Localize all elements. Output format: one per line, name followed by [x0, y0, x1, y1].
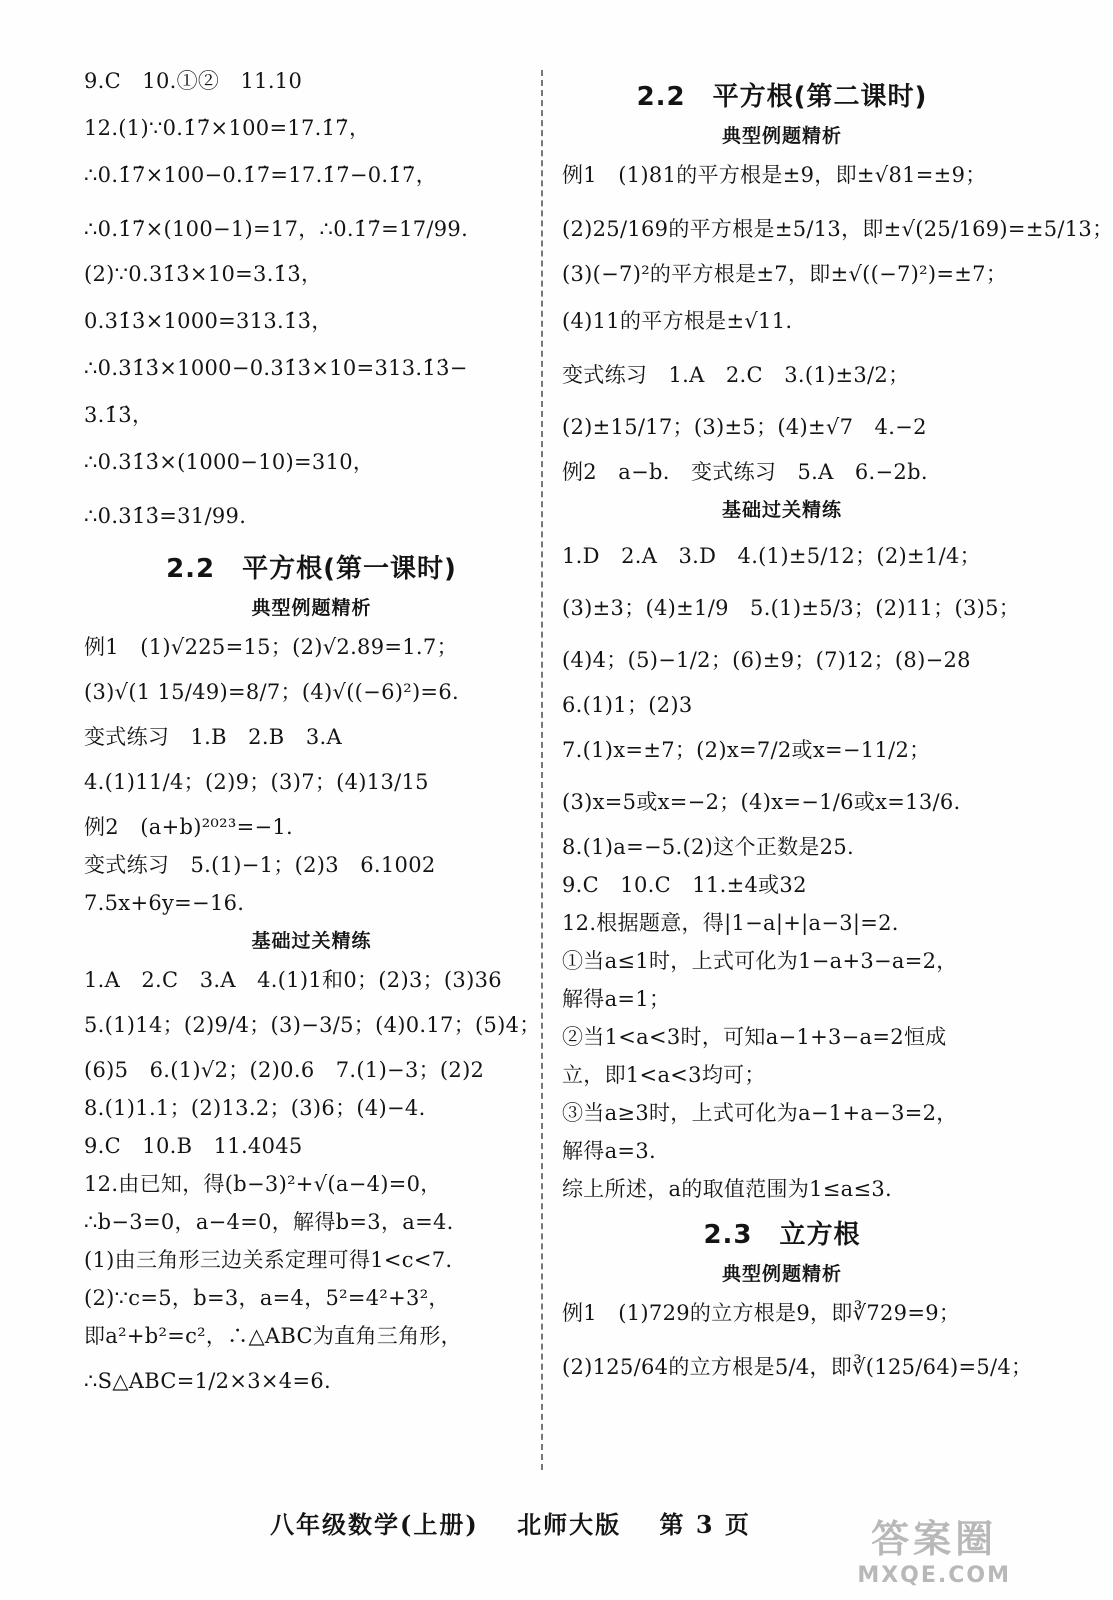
answer-line: 12.(1)∵0.1̇7̇×100=17.1̇7̇，	[84, 116, 371, 140]
answer-line: (3)(−7)²的平方根是±7，即±√((−7)²)=±7；	[562, 262, 1008, 286]
subsection-title: 典型例题精析	[721, 125, 842, 147]
footer-edition: 北师大版	[517, 1510, 622, 1539]
answer-line: ∴0.31̇3̇×1000−0.31̇3̇×10=313.1̇3̇−	[84, 356, 468, 380]
answer-line: 4.(1)11/4；(2)9；(3)7；(4)13/15	[84, 770, 429, 794]
basic-practice-answers	[562, 534, 1021, 1204]
answer-line: 6.(1)1；(2)3	[562, 693, 693, 717]
answer-line: ②当1<a<3时，可知a−1+3−a=2恒成	[562, 1025, 947, 1049]
answer-line: (3)x=5或x=−2；(4)x=−1/6或x=13/6.	[562, 790, 961, 814]
watermark-url: MXQE.COM	[857, 1563, 1011, 1588]
answer-line: (2)∵c=5，b=3，a=4，5²=4²+3²，	[84, 1286, 450, 1310]
watermark-logo	[857, 1508, 1011, 1588]
answer-line: 7.(1)x=±7；(2)x=7/2或x=−11/2；	[562, 738, 931, 762]
answer-line: 例2 a−b. 变式练习 5.A 6.−2b.	[562, 460, 928, 484]
cube-root-answers	[562, 1298, 1033, 1389]
section-title: 2.2 平方根(第二课时)	[636, 82, 928, 112]
subsection-title: 典型例题精析	[721, 1263, 842, 1285]
answer-line: 综上所述，a的取值范围为1≤a≤3.	[562, 1177, 893, 1201]
watermark-logo-text: 答案圈	[871, 1517, 998, 1561]
answer-line: (1)由三角形三边关系定理可得1<c<7.	[84, 1248, 453, 1272]
answer-line: 立，即1<a<3均可；	[562, 1063, 766, 1087]
answer-line: 例1 (1)√225=15；(2)√2.89=1.7；	[84, 635, 458, 659]
answer-line: 8.(1)1.1；(2)13.2；(3)6；(4)−4.	[84, 1096, 426, 1120]
example-answers	[84, 632, 539, 918]
section-title: 2.3 立方根	[703, 1220, 861, 1250]
answer-line: 9.C 10.①② 11.10	[84, 69, 303, 93]
footer-subject: 八年级数学(上册)	[270, 1510, 479, 1539]
left-column	[84, 66, 539, 1411]
right-column	[562, 66, 1113, 1397]
answer-line: 12.根据题意，得|1−a|+|a−3|=2.	[562, 911, 899, 935]
answer-line: 12.由已知，得(b−3)²+√(a−4)=0，	[84, 1172, 442, 1196]
answer-line: 例1 (1)81的平方根是±9，即±√81=±9；	[562, 163, 987, 187]
answer-line: (2)25/169的平方根是±5/13，即±√(25/169)=±5/13；	[562, 217, 1113, 241]
section-title: 2.2 平方根(第一课时)	[166, 554, 457, 584]
answer-line: 例2 (a+b)²⁰²³=−1.	[84, 815, 294, 839]
example-answers	[562, 160, 1113, 487]
answer-line: ∴0.1̇7̇×(100−1)=17，∴0.1̇7̇=17/99.	[84, 217, 469, 241]
answer-line: 9.C 10.B 11.4045	[84, 1134, 303, 1158]
answer-line: ∴0.31̇3̇×(1000−10)=310，	[84, 450, 375, 474]
answer-line: ∴b−3=0，a−4=0，解得b=3，a=4.	[84, 1210, 454, 1234]
answer-line: 变式练习 1.B 2.B 3.A	[84, 725, 342, 749]
subsection-title: 基础过关精练	[251, 930, 372, 952]
answer-line: ∴S△ABC=1/2×3×4=6.	[84, 1369, 331, 1393]
answer-line: 0.31̇3̇×1000=313.1̇3̇，	[84, 309, 333, 333]
answer-line: 即a²+b²=c²，∴△ABC为直角三角形，	[84, 1324, 462, 1348]
answer-line: 3.1̇3̇，	[84, 403, 154, 427]
answer-line: 解得a=3.	[562, 1139, 656, 1163]
basic-practice-answers	[84, 965, 539, 1403]
answer-line: ∴0.31̇3̇=31/99.	[84, 504, 247, 528]
answer-line: (2)±15/17；(3)±5；(4)±√7 4.−2	[562, 415, 927, 439]
answer-line: 1.D 2.A 3.D 4.(1)±5/12；(2)±1/4；	[562, 544, 981, 568]
answer-line: 变式练习 5.(1)−1；(2)3 6.1002	[84, 853, 436, 877]
footer-page-number: 第 3 页	[659, 1510, 751, 1539]
subsection-title: 典型例题精析	[251, 597, 372, 619]
answer-line: 9.C 10.C 11.±4或32	[562, 873, 807, 897]
answer-line: (4)4；(5)−1/2；(6)±9；(7)12；(8)−28	[562, 648, 971, 672]
answer-line: 例1 (1)729的立方根是9，即∛729=9；	[562, 1301, 961, 1325]
answer-line: 解得a=1；	[562, 987, 671, 1011]
subsection-title: 基础过关精练	[721, 499, 842, 521]
answer-line: ①当a≤1时，上式可化为1−a+3−a=2，	[562, 949, 958, 973]
answer-line: 7.5x+6y=−16.	[84, 891, 245, 915]
answer-line: ∴0.1̇7̇×100−0.1̇7̇=17.1̇7̇−0.1̇7̇，	[84, 163, 438, 187]
answer-line: ③当a≥3时，上式可化为a−1+a−3=2，	[562, 1101, 958, 1125]
answer-line: (6)5 6.(1)√2；(2)0.6 7.(1)−3；(2)2	[84, 1058, 485, 1082]
answer-line: (2)∵0.31̇3̇×10=3.1̇3̇，	[84, 262, 323, 286]
column-divider	[541, 70, 543, 1470]
answer-line: (4)11的平方根是±√11.	[562, 309, 793, 333]
repeating-decimal-solution	[84, 66, 539, 538]
answer-line: (3)±3；(4)±1/9 5.(1)±5/3；(2)11；(3)5；	[562, 596, 1021, 620]
answer-line: 5.(1)14；(2)9/4；(3)−3/5；(4)0.17；(5)4；	[84, 1013, 541, 1037]
answer-line: 8.(1)a=−5.(2)这个正数是25.	[562, 835, 854, 859]
answer-line: 1.A 2.C 3.A 4.(1)1和0；(2)3；(3)36	[84, 968, 502, 992]
answer-line: (2)125/64的立方根是5/4，即∛(125/64)=5/4；	[562, 1355, 1033, 1379]
answer-line: (3)√(1 15/49)=8/7；(4)√((−6)²)=6.	[84, 680, 459, 704]
answer-line: 变式练习 1.A 2.C 3.(1)±3/2；	[562, 363, 910, 387]
